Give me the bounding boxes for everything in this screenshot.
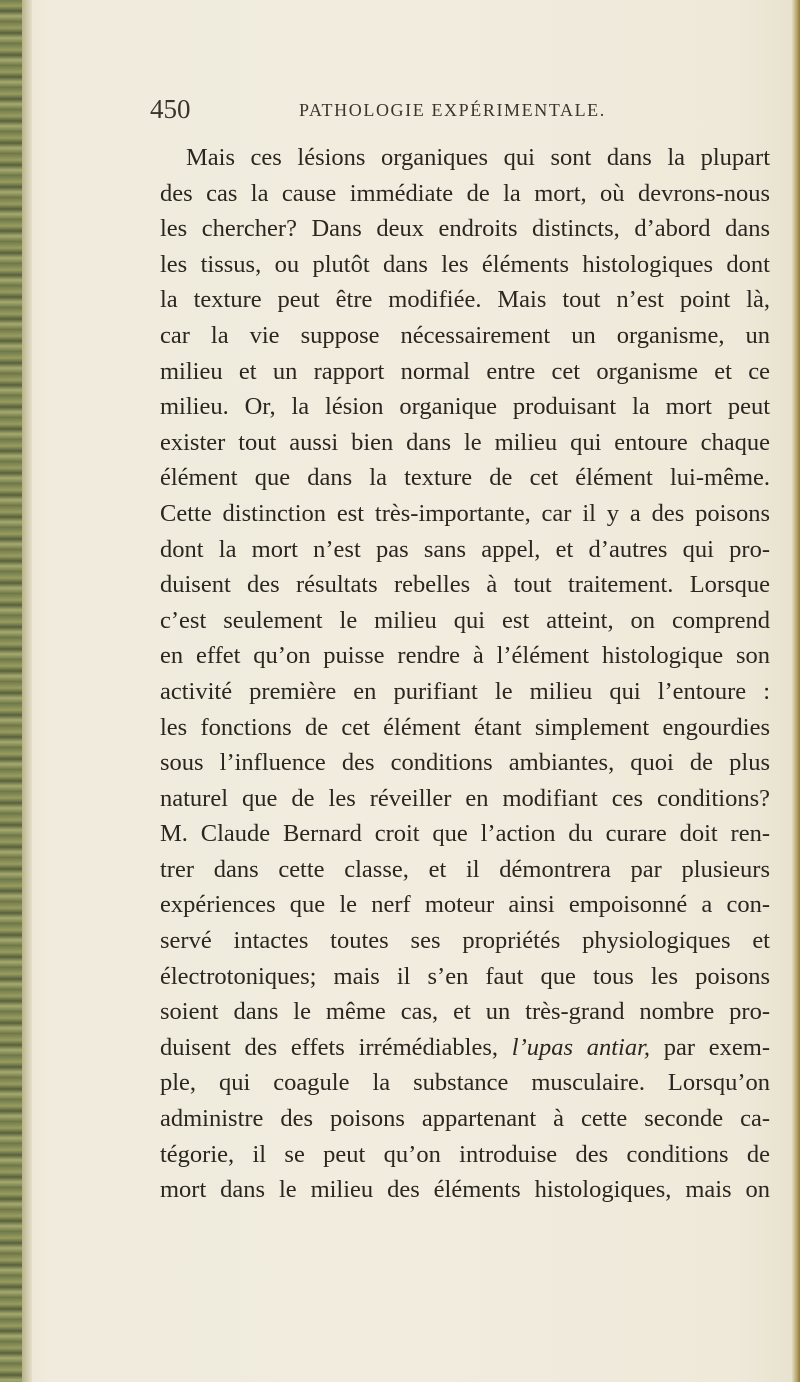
- text-line-mixed: [160, 1030, 770, 1066]
- text-line: car la vie suppose nécessairement un organisme, un: [160, 321, 770, 349]
- text-line: tégorie, il se peut qu’on introduise des conditions de: [160, 1140, 770, 1168]
- text-line: duisent des résultats rebelles à tout traitement. Lorsque: [160, 571, 770, 599]
- text-line: les chercher? Dans deux endroits distincts, d’abord dans: [160, 215, 770, 243]
- binding-gutter: [0, 0, 22, 1382]
- text-line: des cas la cause immédiate de la mort, où devrons-nous: [160, 179, 770, 207]
- page-header: [150, 92, 770, 126]
- text-line: soient dans le même cas, et un très-grand nombre pro-: [160, 998, 770, 1026]
- text-line: dont la mort n’est pas sans appel, et d’autres qui pro-: [160, 535, 770, 563]
- text-line: la texture peut être modifiée. Mais tout n’est point là,: [160, 286, 770, 314]
- text-line: expériences que le nerf moteur ainsi empoisonné a con-: [160, 891, 770, 919]
- text-line: servé intactes toutes ses propriétés physiologiques et: [160, 927, 770, 955]
- text-line: ple, qui coagule la substance musculaire. Lorsqu’on: [160, 1069, 770, 1097]
- text-line: électrotoniques; mais il s’en faut que tous les poisons: [160, 962, 770, 990]
- text-line: les fonctions de cet élément étant simplement engourdies: [160, 713, 770, 741]
- page-edge-right: [792, 0, 800, 1382]
- page-number: 450: [150, 94, 191, 124]
- text-line: exister tout aussi bien dans le milieu qui entoure chaque: [160, 428, 770, 456]
- text-line: en effet qu’on puisse rendre à l’élément histologique son: [160, 642, 770, 670]
- text-line: administre des poisons appartenant à cette seconde ca-: [160, 1105, 770, 1133]
- text-line: naturel que de les réveiller en modifiant ces conditions?: [160, 784, 770, 812]
- text-line: trer dans cette classe, et il démontrera par plusieurs: [160, 855, 770, 883]
- text-line: Mais ces lésions organiques qui sont dans la plupart: [186, 144, 770, 171]
- text-line: milieu et un rapport normal entre cet organisme et ce: [160, 357, 770, 385]
- binding-gutter-edge: [22, 0, 32, 1382]
- italic-term: l’upas antiar,: [511, 1033, 651, 1061]
- text-segment: par exem-: [663, 1033, 771, 1061]
- text-line: les tissus, ou plutôt dans les éléments histologiques dont: [160, 250, 770, 278]
- body-text: [160, 140, 770, 1208]
- text-line: milieu. Or, la lésion organique produisant la mort peut: [160, 393, 770, 421]
- text-line: mort dans le milieu des éléments histologiques, mais on: [160, 1176, 770, 1204]
- text-line: c’est seulement le milieu qui est atteint, on comprend: [160, 606, 770, 634]
- running-title: PATHOLOGIE EXPÉRIMENTALE.: [299, 100, 606, 120]
- text-line: Cette distinction est très-importante, car il y a des poisons: [160, 499, 770, 527]
- text-line: activité première en purifiant le milieu qui l’entoure :: [160, 677, 770, 705]
- text-segment: duisent des effets irrémédiables,: [160, 1033, 499, 1061]
- text-line: sous l’influence des conditions ambiantes, quoi de plus: [160, 749, 770, 777]
- text-line: élément que dans la texture de cet élément lui-même.: [160, 464, 770, 492]
- text-line: M. Claude Bernard croit que l’action du curare doit ren-: [160, 820, 770, 848]
